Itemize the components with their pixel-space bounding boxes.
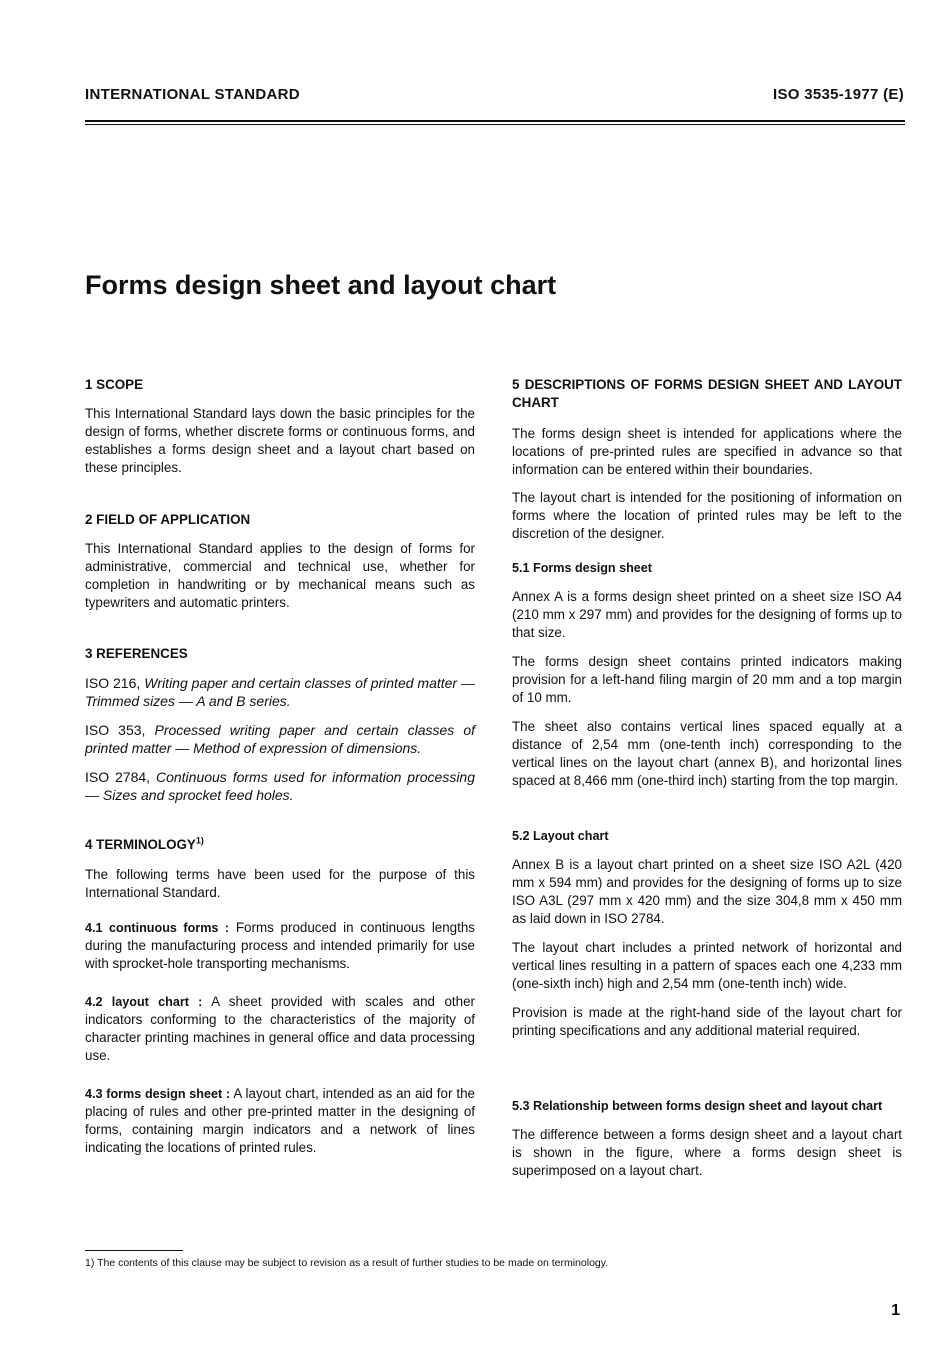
paragraph: This International Standard applies to the design of forms for administrative, commercial and technical use, whether for completion in handwriting or by mechanical means such as typewriters and automatic printers. — [85, 541, 475, 610]
reference-item — [85, 768, 475, 804]
paragraph: This International Standard lays down the basic principles for the design of forms, whether discrete forms or continuous forms, and establishes a forms design sheet and a layout chart based on these principles. — [85, 406, 475, 475]
paragraph: The layout chart is intended for the positioning of information on forms where the location of printed rules may be left to the discretion of the designer. — [512, 490, 902, 541]
reference-item — [85, 674, 475, 710]
reference-item — [85, 721, 475, 757]
paragraph: The forms design sheet is intended for applications where the locations of pre-printed rules are specified in advance so that information can be entered within their boundaries. — [512, 426, 902, 477]
section-layout-chart — [512, 827, 902, 1040]
section-field-of-application — [85, 511, 475, 612]
reference-title: Processed writing paper and certain classes of printed matter — Method of expression of dimensions. — [85, 722, 476, 756]
footnote: 1) The contents of this clause may be subject to revision as a result of further studies to be made on terminology. — [85, 1257, 609, 1269]
paragraph: Provision is made at the right-hand side of the layout chart for printing specifications and any additional material required. — [512, 1005, 902, 1038]
section-heading: 3 REFERENCES — [85, 646, 188, 661]
section-heading: 2 FIELD OF APPLICATION — [85, 512, 251, 527]
section-heading — [85, 836, 475, 854]
section-references — [85, 645, 475, 804]
page-title: Forms design sheet and layout chart — [85, 270, 557, 300]
section-descriptions — [512, 376, 902, 543]
reference-title: Continuous forms used for information processing — Sizes and sprocket feed holes. — [85, 769, 476, 803]
paragraph: The difference between a forms design sheet and a layout chart is shown in the figure, where a forms design sheet is superimposed on a layout chart. — [512, 1127, 902, 1178]
reference-number: ISO 2784, — [85, 769, 151, 785]
reference-title: Writing paper and certain classes of printed matter — Trimmed sizes — A and B series. — [85, 675, 476, 709]
section-forms-design-sheet — [512, 559, 902, 790]
footnote-mark[interactable]: 1) — [195, 835, 204, 846]
term-definition — [85, 993, 475, 1065]
term: 4.3 forms design sheet : — [85, 1087, 231, 1101]
term-definition — [85, 1085, 475, 1157]
subsection-heading: 5.2 Layout chart — [512, 829, 609, 843]
paragraph: Annex A is a forms design sheet printed on a sheet size ISO A4 (210 mm x 297 mm) and provides for the designing of forms up to that size. — [512, 589, 902, 640]
header-rule — [85, 120, 905, 125]
section-relationship — [512, 1097, 902, 1180]
term-definition — [85, 919, 475, 973]
section-scope — [85, 376, 475, 477]
definition: Forms produced in continuous lengths during the manufacturing process and intended primarily for use with sprocket-hole transporting mechanisms. — [85, 920, 475, 971]
paragraph: Annex B is a layout chart printed on a sheet size ISO A2L (420 mm x 594 mm) and provides for the designing of forms up to size ISO A3L (297 mm x 420 mm) and the size 304,8 mm x 450 mm as laid down in ISO 2784. — [512, 857, 902, 926]
subsection-heading: 5.3 Relationship between forms design sheet and layout chart — [512, 1099, 883, 1113]
subsection-heading: 5.1 Forms design sheet — [512, 561, 652, 575]
term: 4.1 continuous forms : — [85, 921, 230, 935]
paragraph: The sheet also contains vertical lines spaced equally at a distance of 2,54 mm (one-tenth inch) corresponding to the vertical lines on the layout chart (annex B), and horizontal lines spaced at 8,466 mm (one-third inch) starting from the top margin. — [512, 719, 902, 788]
definition: A layout chart, intended as an aid for the placing of rules and other pre-printed matter in the designing of forms, containing margin indicators and a network of lines indicating the locations of printed rules. — [85, 1086, 476, 1155]
page-number: 1 — [891, 1302, 900, 1319]
term: 4.2 layout chart : — [85, 995, 203, 1009]
header-standard-label: INTERNATIONAL STANDARD — [85, 86, 300, 103]
heading-text: 4 TERMINOLOGY — [85, 837, 196, 852]
paragraph: The following terms have been used for the purpose of this International Standard. — [85, 867, 475, 900]
reference-number: ISO 353, — [85, 722, 146, 738]
section-terminology — [85, 836, 475, 1157]
reference-number: ISO 216, — [85, 675, 141, 691]
section-heading: 5 DESCRIPTIONS OF FORMS DESIGN SHEET AND LAYOUT CHART — [512, 377, 902, 410]
header-document-number: ISO 3535-1977 (E) — [772, 86, 904, 103]
definition: A sheet provided with scales and other indicators conforming to the characteristics of the majority of character printing machines in general office and data processing use. — [85, 994, 475, 1063]
section-heading: 1 SCOPE — [85, 377, 144, 392]
paragraph: The layout chart includes a printed network of horizontal and vertical lines resulting in a pattern of spaces each one 4,233 mm (one-sixth inch) high and 2,54 mm (one-tenth inch) wide. — [512, 940, 902, 991]
paragraph: The forms design sheet contains printed indicators making provision for a left-hand filing margin of 20 mm and a top margin of 10 mm. — [512, 654, 902, 705]
footnote-rule — [85, 1250, 183, 1251]
